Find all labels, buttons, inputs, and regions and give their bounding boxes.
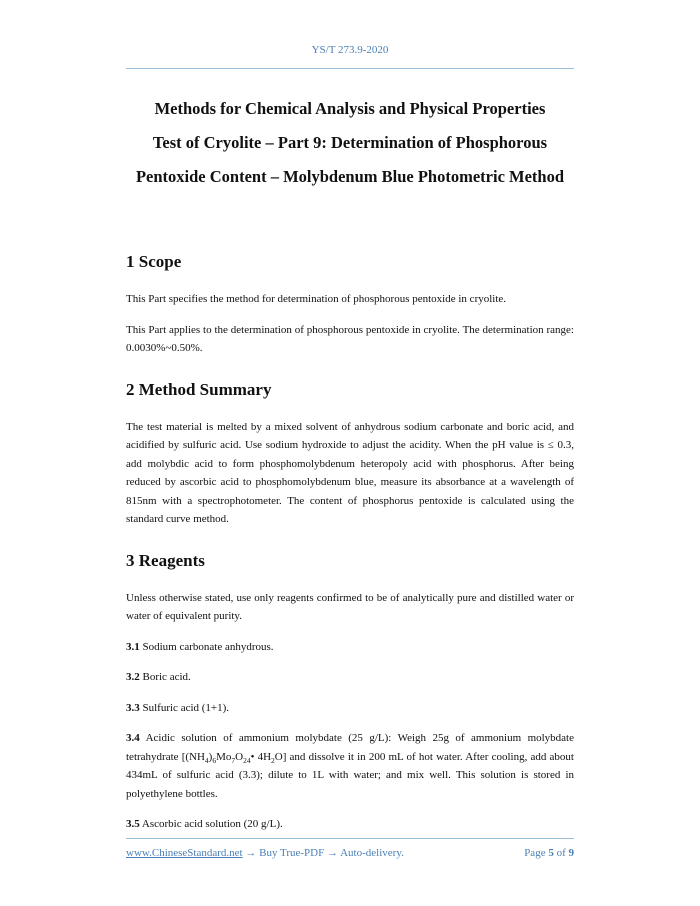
formula-text: ) xyxy=(208,750,213,763)
formula-subscript: 4 xyxy=(204,755,209,765)
title-line-3: Pentoxide Content – Molybdenum Blue Photometric Method xyxy=(135,167,565,186)
footer-tagline: → Buy True-PDF → Auto-delivery. xyxy=(242,847,404,859)
reagent-text: O] and dissolve it in 200 mL of hot water. After cooling, add about 434mL of sulfuric acid (3.3); dilute to 1L with water; and mix well. This solution is stored in polyethylene bottles. xyxy=(126,750,574,800)
formula-subscript: 24 xyxy=(243,755,251,765)
scope-heading: 1 Scope xyxy=(126,252,182,271)
reagent-item xyxy=(126,699,574,718)
title-line-1: Methods for Chemical Analysis and Physical Properties xyxy=(154,99,546,118)
footer-divider xyxy=(126,838,574,839)
reagent-number: 3.1 xyxy=(126,640,140,653)
reagent-number: 3.5 xyxy=(126,818,140,830)
method-summary-paragraph: The test material is melted by a mixed solvent of anhydrous sodium carbonate and boric acid, and acidified by sulfuric acid. Use sodium hydroxide to adjust the acidity. When the pH value is ≤ 0.3, add molybdic acid to form phosphomolybdenum heteropoly acid with phosphorus. After being reduced by ascorbic acid to phosphomolybdenum blue, measure its absorbance at a wavelength of 815nm with a spectrophotometer. The content of phosphorus pentoxide is calculated using the standard curve method. xyxy=(126,420,574,525)
reagent-number: 3.4 xyxy=(126,732,140,744)
reagent-number: 3.3 xyxy=(126,701,140,714)
formula-subscript: 6 xyxy=(212,755,217,765)
reagents-heading: 3 Reagents xyxy=(126,550,205,570)
header-divider xyxy=(126,68,574,69)
reagent-text: Ascorbic acid solution (20 g/L). xyxy=(141,818,283,830)
method-summary-heading: 2 Method Summary xyxy=(126,379,272,399)
formula-text: • 4H xyxy=(250,750,272,763)
reagent-text: Boric acid. xyxy=(142,671,191,683)
reagent-item xyxy=(126,729,574,803)
reagent-item xyxy=(126,638,574,657)
document-body xyxy=(126,252,574,846)
reagent-text: Acidic solution of ammonium molybdate (25 g/L): Weigh 25g of ammonium molybdate tetrahydrate [(NH xyxy=(126,732,574,763)
scope-paragraph-2: This Part applies to the determination of phosphorous pentoxide in cryolite. The determination range: 0.0030%~0.50%. xyxy=(126,323,574,354)
current-page-number: 5 xyxy=(548,847,554,859)
reagents-intro: Unless otherwise stated, use only reagents confirmed to be of analytically pure and distilled water or water of equivalent purity. xyxy=(126,591,574,622)
document-title xyxy=(110,92,590,194)
page-label: Page xyxy=(524,847,546,859)
reagent-item xyxy=(126,668,574,687)
total-pages: 9 xyxy=(568,847,574,859)
scope-paragraph-1: This Part specifies the method for determination of phosphorous pentoxide in cryolite. xyxy=(126,293,507,305)
formula-subscript: 2 xyxy=(271,755,275,765)
page-indicator xyxy=(524,847,574,859)
reagent-text: Sulfuric acid (1+1). xyxy=(142,701,230,714)
reagent-item xyxy=(126,815,574,834)
document-code: YS/T 273.9-2020 xyxy=(311,44,389,56)
formula-subscript: 7 xyxy=(231,755,236,765)
website-link[interactable]: www.ChineseStandard.net xyxy=(126,847,243,859)
footer-left xyxy=(126,847,404,859)
title-line-2: Test of Cryolite – Part 9: Determination of Phosphorous xyxy=(152,133,548,152)
reagent-number: 3.2 xyxy=(126,671,140,683)
of-label: of xyxy=(556,847,566,859)
formula-text: Mo xyxy=(216,750,232,763)
reagent-text: Sodium carbonate anhydrous. xyxy=(142,640,274,653)
formula-text: O xyxy=(235,750,244,763)
